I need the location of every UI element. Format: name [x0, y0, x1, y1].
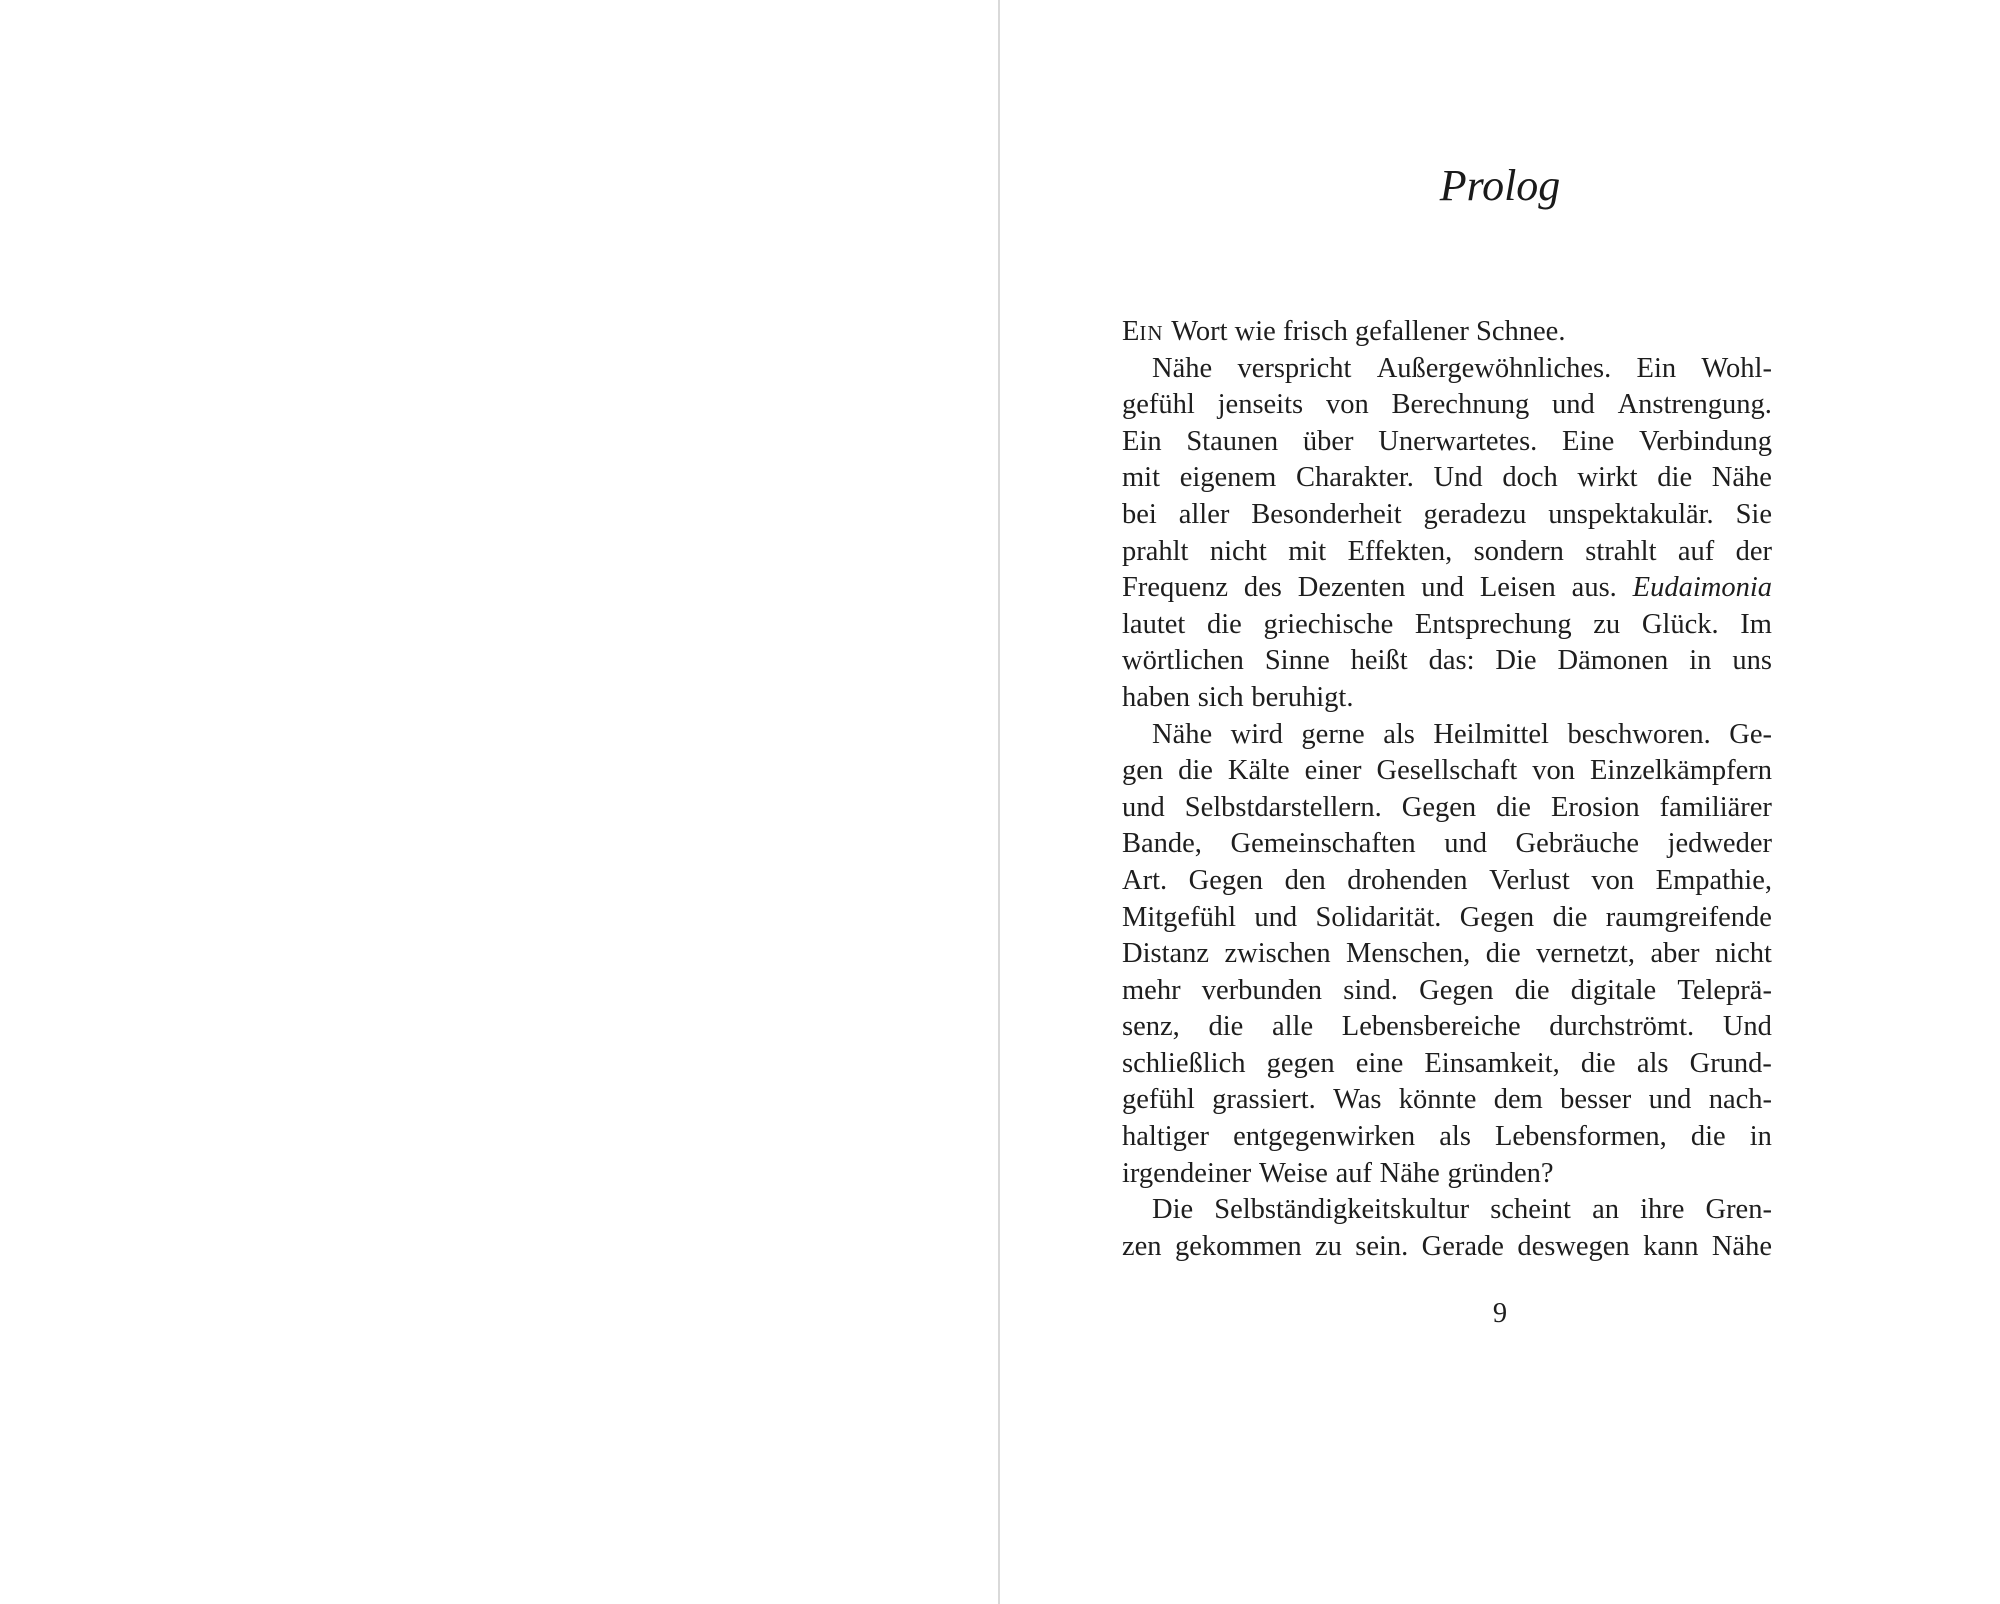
word: gegen [1266, 1047, 1335, 1079]
word: in [1689, 645, 1712, 677]
text-line [1122, 936, 1772, 973]
word: Gegen [1401, 791, 1477, 823]
word: griechische [1263, 608, 1394, 640]
word: von [1591, 864, 1635, 896]
word: Menschen, [1346, 938, 1471, 970]
word: Nähe [1152, 352, 1213, 384]
word: kann [1643, 1230, 1699, 1262]
word: einer [1304, 755, 1362, 787]
word: Im [1740, 608, 1772, 640]
word: Ein [1122, 425, 1162, 457]
word: Heilmittel [1433, 718, 1549, 750]
text-line [1122, 534, 1772, 571]
word: alle [1271, 1011, 1314, 1043]
word: gefühl [1122, 1084, 1195, 1116]
word: Art. [1122, 864, 1168, 896]
word: und [1444, 828, 1487, 860]
word: aus. [1571, 572, 1617, 604]
word: und [1552, 389, 1595, 421]
word: und [1254, 901, 1298, 933]
word: haben [1122, 681, 1191, 713]
word: Außergewöhnliches. [1376, 352, 1612, 384]
word: Bande, [1122, 828, 1202, 860]
word: Gemeinschaften [1230, 828, 1416, 860]
text-line [1122, 607, 1772, 644]
word: Charakter. [1295, 462, 1414, 494]
word: Unerwartetes. [1378, 425, 1538, 457]
text-line [1122, 460, 1772, 497]
word: Mitgefühl [1122, 901, 1236, 933]
word: Verbindung [1639, 425, 1772, 457]
word: verbunden [1201, 974, 1323, 1006]
word: eigenem [1179, 462, 1277, 494]
word: Nähe [1711, 1230, 1772, 1262]
text-line [1122, 680, 1772, 717]
word: bei [1122, 498, 1157, 530]
word: gerne [1301, 718, 1365, 750]
word: Gegen [1188, 864, 1264, 896]
word: Weise [1258, 1157, 1328, 1189]
text-line [1122, 1119, 1772, 1156]
text-line [1122, 973, 1772, 1010]
word: Selbstdarstellern. [1184, 791, 1382, 823]
word: die [1496, 791, 1531, 823]
word: Einsamkeit, [1424, 1047, 1560, 1079]
word: wird [1230, 718, 1283, 750]
word: auf [1677, 535, 1715, 567]
word: verspricht [1237, 352, 1352, 384]
word: entgegenwirken [1233, 1121, 1416, 1153]
word: nicht [1714, 938, 1772, 970]
word: mit [1288, 535, 1327, 567]
word: Und [1722, 1011, 1772, 1043]
word: wirkt [1577, 462, 1638, 494]
word: grassiert. [1212, 1084, 1316, 1116]
word: gen [1122, 755, 1164, 787]
word: sich [1197, 681, 1244, 713]
opening-word: EIN [1122, 316, 1164, 347]
word: des [1243, 572, 1282, 604]
word: senz, [1122, 1011, 1180, 1043]
text-line [1122, 1046, 1772, 1083]
word: drohenden [1347, 864, 1468, 896]
word: jenseits [1217, 389, 1304, 421]
word: sein. [1355, 1230, 1409, 1262]
text-line [1122, 1156, 1772, 1193]
word: Eine [1562, 425, 1615, 457]
word: Die [1152, 1194, 1194, 1226]
word: als [1636, 1047, 1669, 1079]
text-line [1122, 790, 1772, 827]
text-line [1122, 1229, 1772, 1266]
word: und [1648, 1084, 1692, 1116]
word: Leisen [1479, 572, 1556, 604]
word: die [1208, 1011, 1244, 1043]
word: die [1485, 938, 1521, 970]
word: Sie [1735, 498, 1772, 530]
word: das: [1428, 645, 1475, 677]
word: Teleprä- [1677, 974, 1772, 1006]
word: die [1580, 1047, 1616, 1079]
word: die [1552, 901, 1588, 933]
word: Die [1495, 645, 1537, 677]
word: an [1592, 1194, 1619, 1226]
word: nach- [1708, 1084, 1772, 1116]
word: durchströmt. [1549, 1011, 1695, 1043]
word: Empathie, [1655, 864, 1772, 896]
word: geradezu [1423, 498, 1527, 530]
word: die [1514, 974, 1550, 1006]
word: den [1284, 864, 1326, 896]
word: in [1749, 1121, 1772, 1153]
word: die [1178, 755, 1213, 787]
word: nicht [1209, 535, 1267, 567]
text-line [1122, 424, 1772, 461]
word: Distanz [1122, 938, 1210, 970]
word: Gebräuche [1515, 828, 1639, 860]
word: von [1325, 389, 1369, 421]
word: vernetzt, [1536, 938, 1635, 970]
word: zu [1593, 608, 1621, 640]
word: Ge- [1729, 718, 1772, 750]
word: Nähe [1379, 1157, 1440, 1189]
word: die [1690, 1121, 1726, 1153]
word: mehr [1122, 974, 1181, 1006]
text-line [1122, 387, 1772, 424]
word: jedweder [1667, 828, 1772, 860]
word: wörtlichen [1122, 645, 1244, 677]
text-line [1122, 863, 1772, 900]
text-line [1122, 900, 1772, 937]
text-line [1122, 717, 1772, 754]
word: Berechnung [1391, 389, 1530, 421]
word: die [1657, 462, 1693, 494]
word: Und [1433, 462, 1483, 494]
word: Erosion [1550, 791, 1640, 823]
word: Gren- [1705, 1194, 1772, 1226]
word: prahlt [1122, 535, 1189, 567]
word: könnte [1398, 1084, 1477, 1116]
word: Lebensformen, [1495, 1121, 1667, 1153]
chapter-title: Prolog [1439, 161, 1561, 210]
word: Lebensbereiche [1341, 1011, 1521, 1043]
word: Was [1333, 1084, 1382, 1116]
word: als [1383, 718, 1415, 750]
word: Eudaimonia [1632, 572, 1772, 604]
word: Nähe [1711, 462, 1772, 494]
word: über [1302, 425, 1354, 457]
word: familiärer [1659, 791, 1772, 823]
word: Sinne [1264, 645, 1330, 677]
word: uns [1732, 645, 1772, 677]
word: Effekten, [1347, 535, 1453, 567]
word: scheint [1490, 1194, 1571, 1226]
word: Besonderheit [1251, 498, 1402, 530]
word: Gerade [1421, 1230, 1504, 1262]
right-page [1000, 0, 2000, 1604]
word: Ein [1636, 352, 1677, 384]
text-line [1122, 826, 1772, 863]
left-page-blank [0, 0, 998, 1604]
word: der [1735, 535, 1772, 567]
text-line [1122, 570, 1772, 607]
word: beruhigt. [1251, 681, 1354, 713]
word: Gegen [1419, 974, 1494, 1006]
text-line [1122, 1009, 1772, 1046]
word: Solidarität. [1315, 901, 1442, 933]
word: Kälte [1227, 755, 1290, 787]
word: irgendeiner [1122, 1157, 1252, 1189]
word: Einzelkämpfern [1590, 755, 1772, 787]
line-rest: Wort wie frisch gefallener Schnee. [1171, 316, 1566, 347]
text-line [1122, 1192, 1772, 1229]
word: Gegen [1459, 901, 1535, 933]
word: digitale [1570, 974, 1657, 1006]
word: deswegen [1517, 1230, 1630, 1262]
word: Entsprechung [1414, 608, 1572, 640]
word: strahlt [1585, 535, 1657, 567]
word: raumgreifende [1605, 901, 1772, 933]
word: Staunen [1186, 425, 1279, 457]
word: aber [1650, 938, 1700, 970]
word: lautet [1122, 608, 1186, 640]
word: haltiger [1122, 1121, 1210, 1153]
word: gekommen [1174, 1230, 1302, 1262]
text-line [1122, 497, 1772, 534]
word: unspektakulär. [1548, 498, 1714, 530]
word: doch [1502, 462, 1558, 494]
word: zwischen [1224, 938, 1331, 970]
word: Anstrengung. [1617, 389, 1772, 421]
word: Selbständigkeitskultur [1214, 1194, 1470, 1226]
word: Wohl- [1701, 352, 1772, 384]
word: besser [1560, 1084, 1632, 1116]
word: gefühl [1122, 389, 1195, 421]
word: als [1439, 1121, 1471, 1153]
text-line [1122, 1082, 1772, 1119]
word: dem [1493, 1084, 1543, 1116]
word: beschworen. [1567, 718, 1711, 750]
word: heißt [1350, 645, 1408, 677]
word: mit [1122, 462, 1161, 494]
word: Nähe [1152, 718, 1213, 750]
word: gründen? [1447, 1157, 1554, 1189]
text-line [1122, 643, 1772, 680]
body-text [1122, 314, 1772, 1265]
word: eine [1355, 1047, 1404, 1079]
word: zen [1122, 1230, 1162, 1262]
word: sind. [1343, 974, 1398, 1006]
word: auf [1335, 1157, 1372, 1189]
word: von [1532, 755, 1576, 787]
page-number: 9 [1492, 1298, 1508, 1329]
word: aller [1178, 498, 1230, 530]
word: Grund- [1689, 1047, 1772, 1079]
text-line [1122, 753, 1772, 790]
word: Glück. [1641, 608, 1719, 640]
word: sondern [1473, 535, 1564, 567]
word: Dezenten [1297, 572, 1406, 604]
word: Verlust [1489, 864, 1570, 896]
word: Frequenz [1122, 572, 1229, 604]
text-line [1122, 351, 1772, 388]
word: und [1421, 572, 1464, 604]
word: zu [1314, 1230, 1342, 1262]
word: die [1206, 608, 1242, 640]
text-line [1122, 314, 1772, 351]
word: schließlich [1122, 1047, 1246, 1079]
word: ihre [1640, 1194, 1685, 1226]
word: Dämonen [1557, 645, 1669, 677]
word: Gesellschaft [1376, 755, 1518, 787]
word: und [1122, 791, 1165, 823]
